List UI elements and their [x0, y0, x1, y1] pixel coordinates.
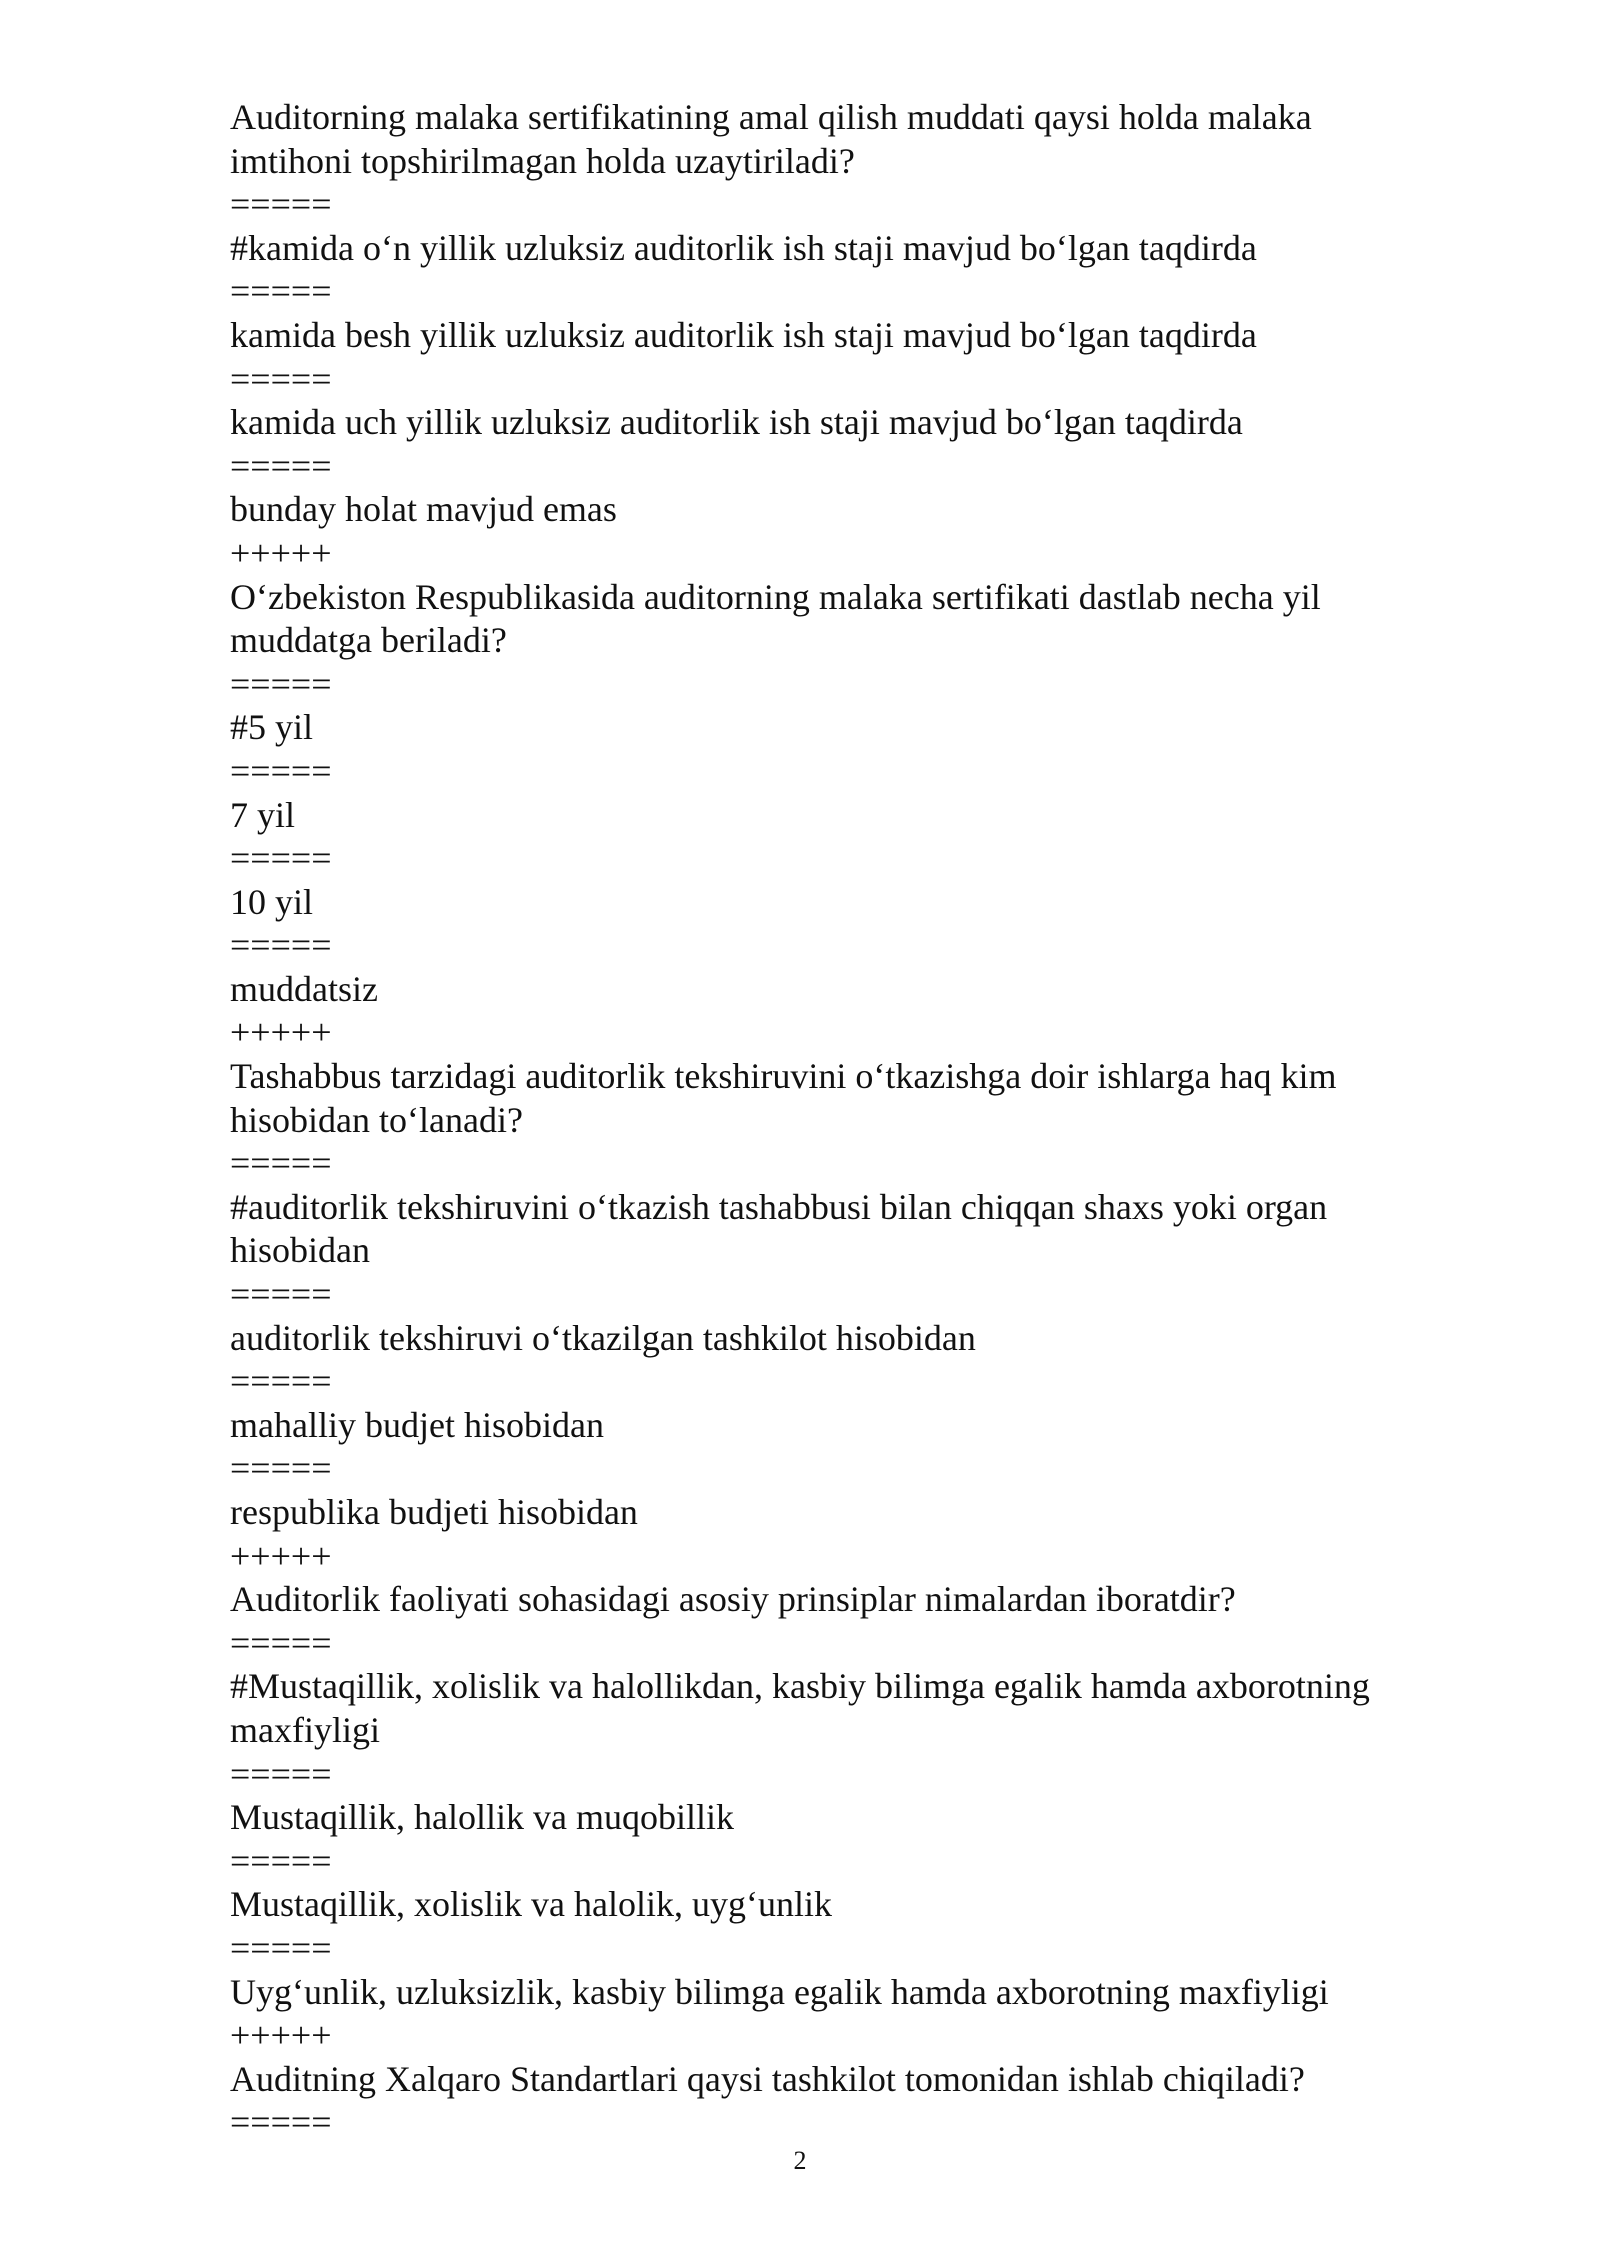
answer-option: Mustaqillik, xolislik va halolik, uyg‘unlik — [230, 1884, 832, 1925]
answer-option: 7 yil — [230, 794, 296, 835]
answer-option: Mustaqillik, halollik va muqobillik — [230, 1797, 734, 1838]
separator-line: ===== — [230, 1622, 332, 1663]
separator-line: ===== — [230, 445, 332, 486]
question-divider: +++++ — [230, 2015, 332, 2056]
separator-line: ===== — [230, 2102, 332, 2143]
separator-line: ===== — [230, 750, 332, 791]
answer-option: #auditorlik tekshiruvini o‘tkazish tashabbusi bilan chiqqan shaxs yoki organ hisobidan — [230, 1186, 1337, 1271]
question-text: O‘zbekiston Respublikasida auditorning malaka sertifikati dastlab necha yil muddatga beriladi? — [230, 576, 1330, 661]
separator-line: ===== — [230, 1927, 332, 1968]
separator-line: ===== — [230, 838, 332, 879]
answer-option: auditorlik tekshiruvi o‘tkazilgan tashkilot hisobidan — [230, 1317, 976, 1358]
question-divider: +++++ — [230, 1012, 332, 1053]
page-number: 2 — [793, 2146, 807, 2175]
separator-line: ===== — [230, 184, 332, 225]
question-text: Auditorning malaka sertifikatining amal qilish muddati qaysi holda malaka imtihoni topshirilmagan holda uzaytiriladi? — [230, 97, 1321, 181]
separator-line: ===== — [230, 925, 332, 966]
answer-option: #kamida o‘n yillik uzluksiz auditorlik ish staji mavjud bo‘lgan taqdirda — [230, 227, 1257, 268]
answer-option: mahalliy budjet hisobidan — [230, 1404, 604, 1445]
question-divider: +++++ — [230, 1535, 332, 1576]
question-divider: +++++ — [230, 532, 332, 573]
answer-option: #5 yil — [230, 707, 314, 748]
answer-option: 10 yil — [230, 881, 314, 922]
answer-option: Uyg‘unlik, uzluksizlik, kasbiy bilimga egalik hamda axborotning maxfiyligi — [230, 1971, 1329, 2012]
answer-option: bunday holat mavjud emas — [230, 489, 617, 530]
answer-option: kamida besh yillik uzluksiz auditorlik ish staji mavjud bo‘lgan taqdirda — [230, 314, 1257, 355]
answer-option: kamida uch yillik uzluksiz auditorlik ish staji mavjud bo‘lgan taqdirda — [230, 402, 1243, 443]
document-body — [230, 96, 1440, 2145]
separator-line: ===== — [230, 1753, 332, 1794]
separator-line: ===== — [230, 1361, 332, 1402]
question-text: Tashabbus tarzidagi auditorlik tekshiruvini o‘tkazishga doir ishlarga haq kim hisobidan to‘lanadi? — [230, 1056, 1346, 1140]
separator-line: ===== — [230, 663, 332, 704]
separator-line: ===== — [230, 1448, 332, 1489]
answer-option: respublika budjeti hisobidan — [230, 1492, 638, 1532]
separator-line: ===== — [230, 358, 332, 399]
question-text: Auditning Xalqaro Standartlari qaysi tashkilot tomonidan ishlab chiqiladi? — [230, 2058, 1305, 2099]
separator-line: ===== — [230, 1143, 332, 1184]
answer-option: #Mustaqillik, xolislik va halollikdan, kasbiy bilimga egalik hamda axborotning maxfiyligi — [230, 1666, 1379, 1750]
separator-line: ===== — [230, 1274, 332, 1315]
question-text: Auditorlik faoliyati sohasidagi asosiy prinsiplar nimalardan iboratdir? — [230, 1579, 1236, 1620]
separator-line: ===== — [230, 1840, 332, 1881]
separator-line: ===== — [230, 271, 332, 312]
answer-option: muddatsiz — [230, 968, 378, 1009]
